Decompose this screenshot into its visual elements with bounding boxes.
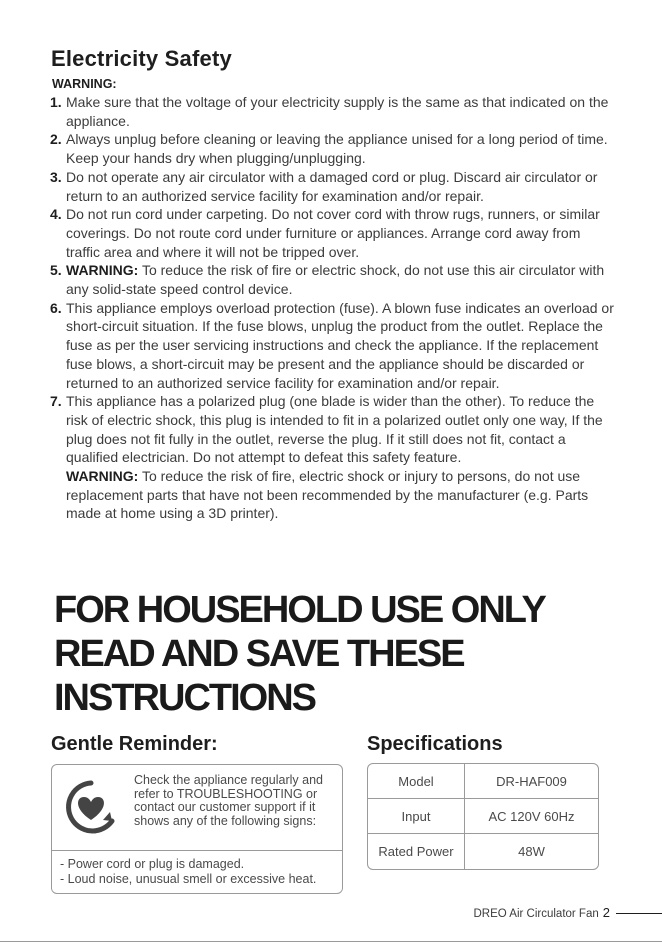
spec-label: Model — [368, 764, 465, 798]
item-text-container — [66, 261, 615, 298]
table-row — [368, 799, 598, 834]
list-item: - Power cord or plug is damaged. — [60, 857, 245, 871]
item-text: This appliance employs overload protection (fuse). A blown fuse indicates an overload or short-circuit situation. If the fuse blows, unplug the product from the outlet. Replace the fuse as per the user servicing instructions and check the appliance. If the replacement fuse blows, a short-circuit may be present and the appliance should be discarded or returned to an authorized service facility for examination and/or repair. — [66, 299, 614, 391]
item-warning-label: WARNING: — [66, 262, 139, 279]
final-warning-text: To reduce the risk of fire, electric shock or injury to persons, do not use replacement parts that have not been recommended by the manufacturer (e.g. Parts made at home using a 3D printer). — [66, 468, 589, 522]
gentle-reminder-text: Check the appliance regularly and refer to TROUBLESHOOTING or contact our customer support if it shows any of the following signs: — [134, 773, 324, 828]
section-title: Electricity Safety — [51, 46, 232, 71]
list-item — [50, 261, 615, 298]
list-item — [50, 130, 615, 167]
table-row — [368, 834, 598, 869]
spec-value: 48W — [518, 844, 545, 859]
list-item — [50, 93, 615, 130]
item-number: 4. — [50, 206, 62, 223]
specifications-title: Specifications — [367, 733, 503, 755]
footer-product: DREO Air Circulator Fan — [473, 908, 599, 920]
list-item — [50, 205, 615, 261]
safety-list — [50, 93, 615, 523]
item-number: 1. — [50, 94, 62, 110]
item-number: 2. — [50, 131, 62, 148]
spec-label: Input — [368, 799, 465, 833]
table-row — [368, 764, 598, 799]
item-number: 3. — [50, 168, 62, 185]
list-item — [50, 392, 615, 467]
spec-value: DR-HAF009 — [496, 773, 567, 789]
bottom-divider — [0, 941, 662, 942]
item-text: Do not operate any air circulator with a damaged cord or plug. Discard air circulator or return to an authorized service facility for examination and/or repair. — [66, 168, 598, 204]
page-footer — [474, 905, 611, 920]
footer-rule — [616, 913, 662, 914]
spec-value: AC 120V 60Hz — [488, 808, 575, 824]
final-warning — [50, 467, 615, 523]
reminder-signs-list — [60, 857, 316, 887]
item-text: Always unplug before cleaning or leaving the appliance unised for a long period of time. Keep your hands dry when plugging/unplugging. — [66, 131, 608, 167]
specifications-table — [367, 763, 599, 870]
list-item: - Loud noise, unusual smell or excessive heat. — [60, 872, 317, 886]
gentle-reminder-title: Gentle Reminder: — [51, 733, 218, 755]
item-text: Do not run cord under carpeting. Do not cover cord with throw rugs, runners, or similar coverings. Do not route cord under furniture or appliances. Arrange cord away from traffic area and where it will not be tripped over. — [66, 206, 600, 260]
spec-label: Rated Power — [368, 834, 465, 869]
list-item — [50, 299, 615, 393]
item-text: Make sure that the voltage of your electricity supply is the same as that indicated on the appliance. — [66, 94, 609, 129]
item-text: This appliance has a polarized plug (one blade is wider than the other). To reduce the risk of electric shock, this plug is intended to fit in a polarized outlet only one way, If the plug does not fit fully in the outlet, reverse the plug. If it still does not fit, contact a qualified electrician. Do not attempt to defeat this safety feature. — [66, 393, 603, 466]
item-number: 7. — [50, 393, 62, 410]
gentle-reminder-box — [51, 764, 343, 894]
divider — [52, 850, 342, 851]
item-number: 5. — [50, 262, 62, 279]
final-warning-label: WARNING: — [66, 468, 139, 485]
item-number: 6. — [50, 299, 62, 316]
notice-line: READ AND SAVE THESE — [54, 633, 464, 675]
warning-label: WARNING: — [52, 77, 117, 91]
list-item — [50, 168, 615, 205]
notice-line: FOR HOUSEHOLD USE ONLY — [54, 589, 545, 631]
item-text: To reduce the risk of fire or electric shock, do not use this air circulator with any solid-state speed control device. — [66, 262, 605, 298]
heart-cycle-icon — [60, 775, 122, 841]
page-number: 2 — [602, 905, 610, 920]
household-notice — [54, 588, 545, 720]
notice-line: INSTRUCTIONS — [54, 677, 315, 719]
